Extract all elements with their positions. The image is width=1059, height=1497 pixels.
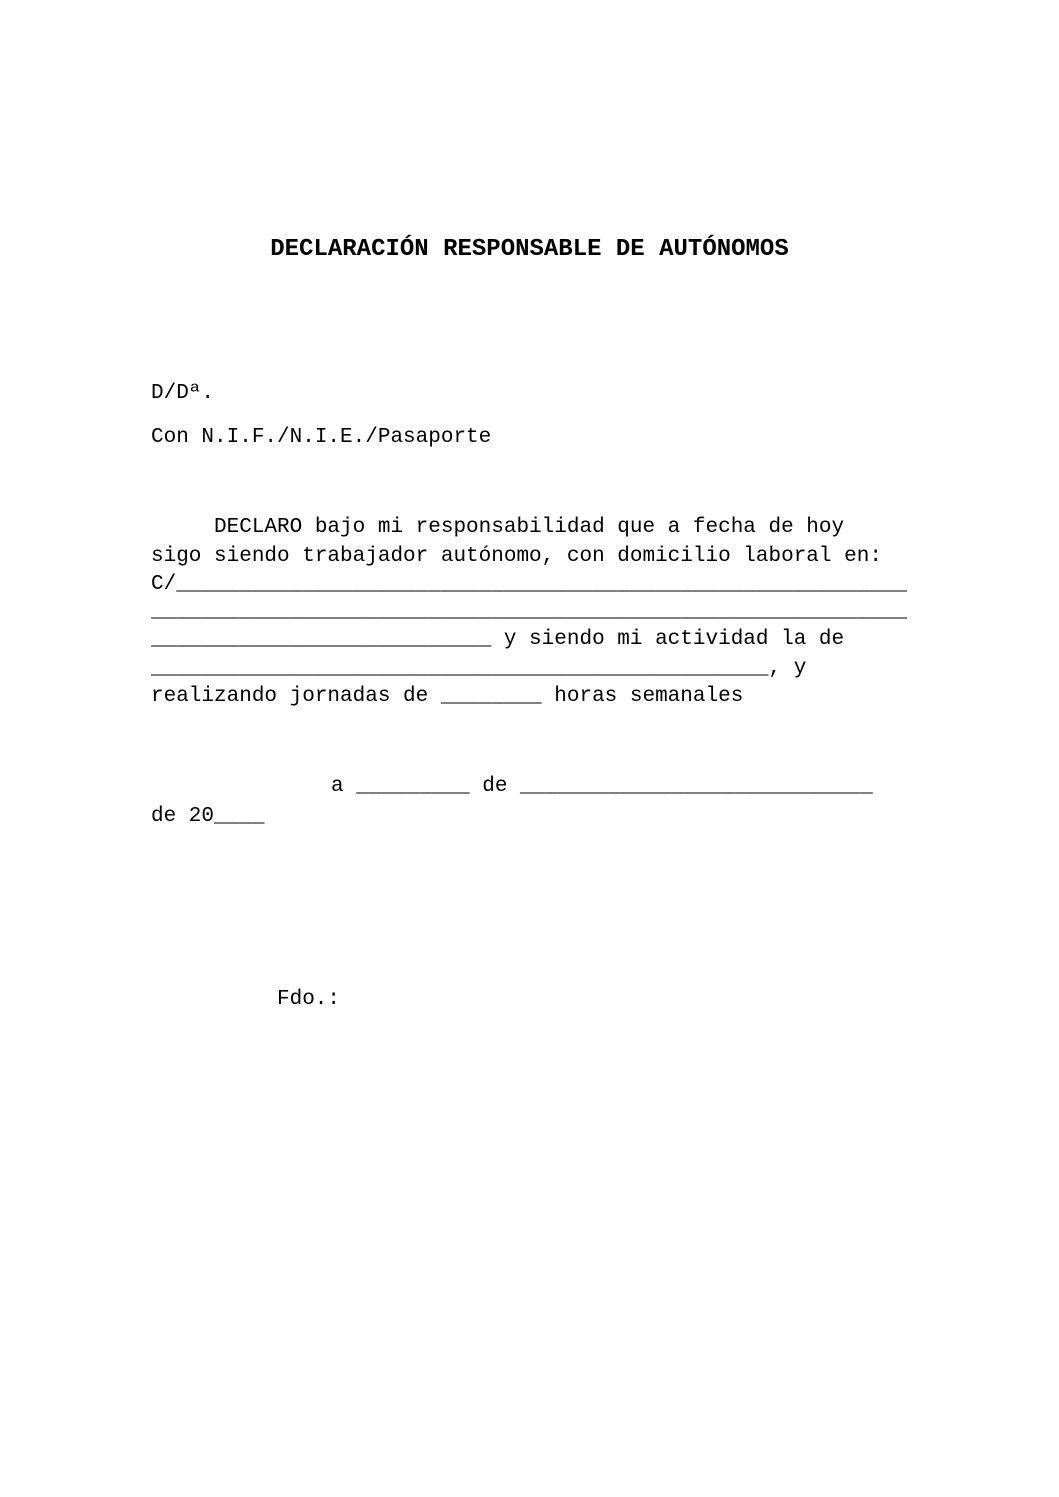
document-title: DECLARACIÓN RESPONSABLE DE AUTÓNOMOS	[270, 236, 789, 263]
body-line-1: DECLARO bajo mi responsabilidad que a fecha de hoy	[151, 516, 845, 539]
body-line-4: ____________________________________________________________	[151, 600, 908, 623]
signature-label: Fdo.:	[277, 988, 341, 1011]
body-line-5: ___________________________ y siendo mi actividad la de	[151, 628, 845, 651]
body-line-2: sigo siendo trabajador autónomo, con domicilio laboral en:	[151, 545, 882, 568]
date-line: a _________ de ____________________________	[331, 775, 873, 798]
body-line-3: C/__________________________________________________________	[151, 573, 908, 596]
name-label: D/Dª.	[151, 382, 215, 405]
id-label: Con N.I.F./N.I.E./Pasaporte	[151, 426, 492, 449]
body-line-7: realizando jornadas de ________ horas semanales	[151, 685, 744, 708]
body-line-6: _________________________________________________, y	[151, 657, 807, 680]
year-line: de 20____	[151, 805, 265, 828]
